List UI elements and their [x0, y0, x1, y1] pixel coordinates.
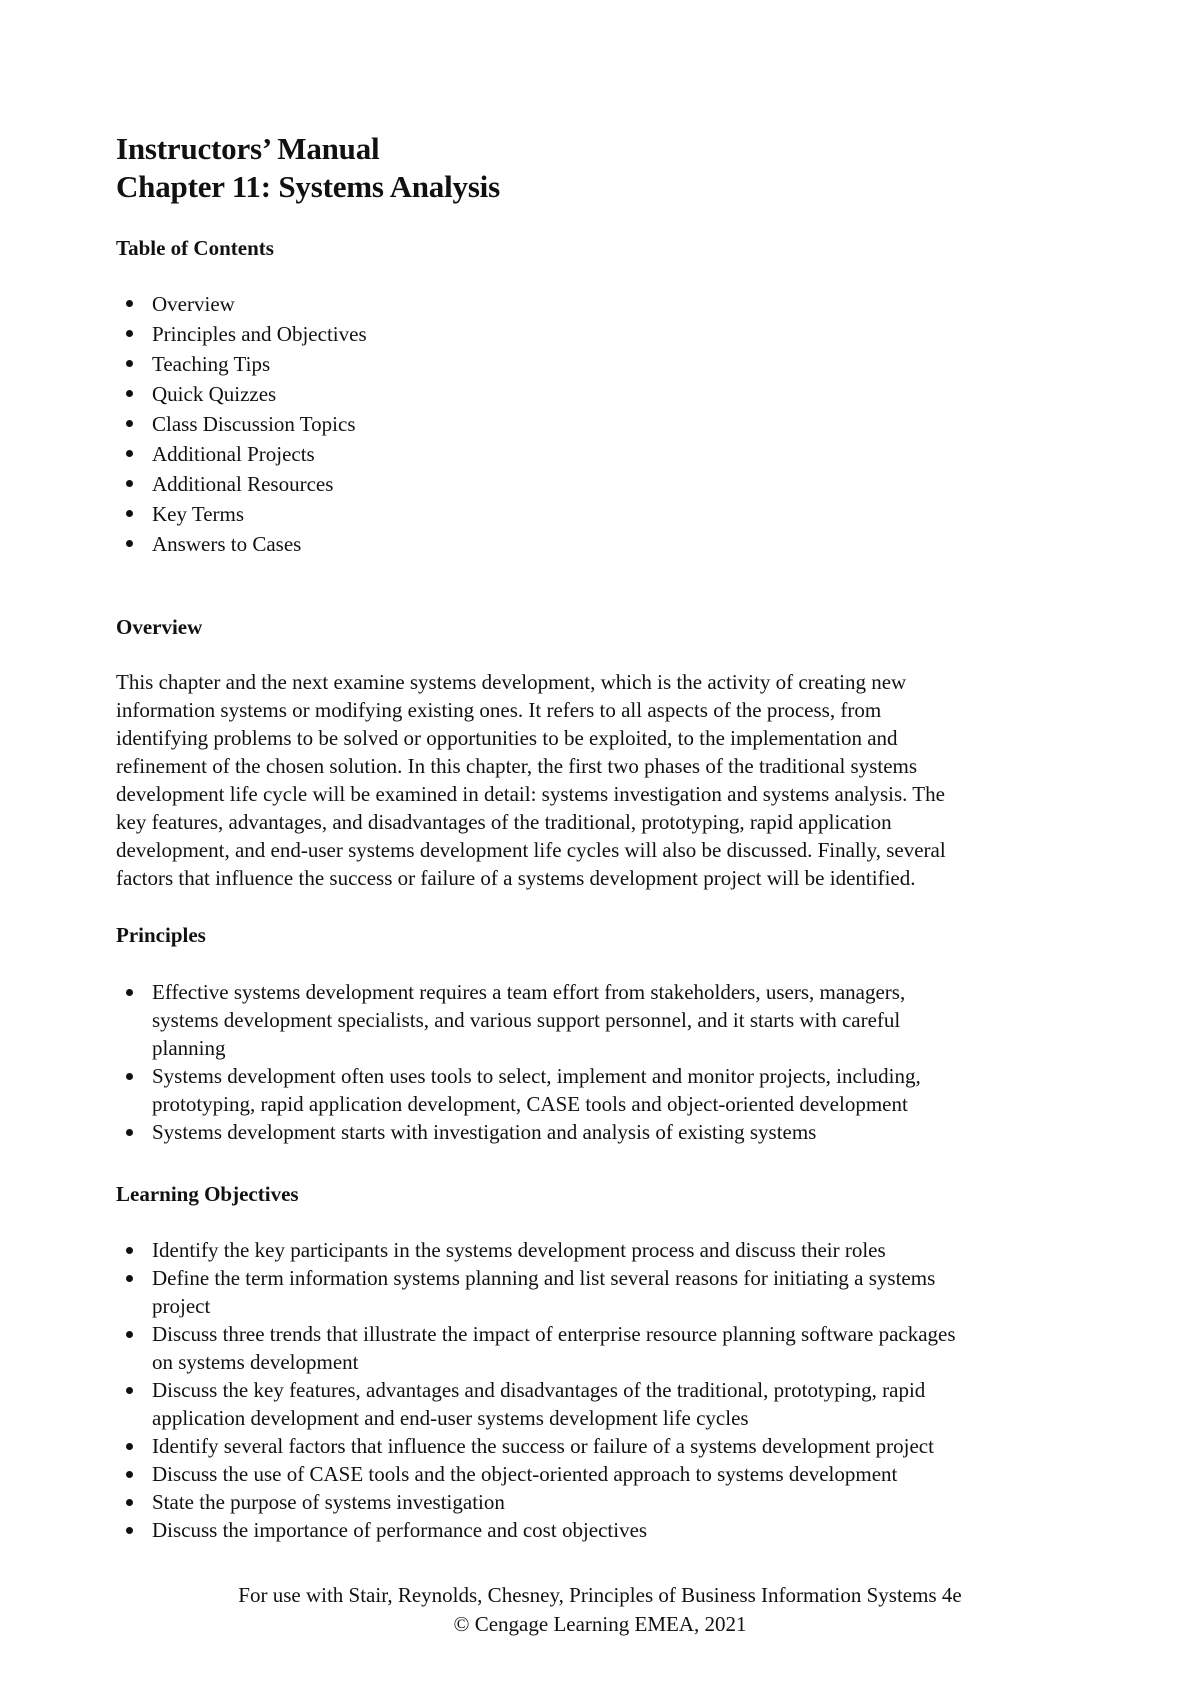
toc-item	[116, 379, 1096, 409]
toc-item-label: Quick Quizzes	[152, 382, 277, 406]
bullet-icon	[126, 510, 133, 517]
objective-item	[116, 1488, 1096, 1516]
objective-line: Discuss three trends that illustrate the impact of enterprise resource planning software packages	[152, 1322, 956, 1346]
objective-line: Identify the key participants in the systems development process and discuss their roles	[152, 1238, 886, 1262]
principle-item	[116, 978, 1096, 1062]
objectives-list	[116, 1236, 1096, 1544]
principle-line: Systems development starts with investigation and analysis of existing systems	[152, 1120, 817, 1144]
toc-heading: Table of Contents	[116, 236, 274, 260]
bullet-icon	[126, 480, 133, 487]
objective-line: Define the term information systems planning and list several reasons for initiating a systems	[152, 1266, 936, 1290]
overview-line: This chapter and the next examine systems development, which is the activity of creating new	[116, 670, 907, 694]
principle-item	[116, 1118, 1096, 1146]
bullet-icon	[126, 1073, 133, 1080]
bullet-icon	[126, 300, 133, 307]
bullet-icon	[126, 1527, 133, 1534]
chapter-title: Chapter 11: Systems Analysis	[116, 169, 500, 204]
overview-line: key features, advantages, and disadvantages of the traditional, prototyping, rapid application	[116, 810, 892, 834]
bullet-icon	[126, 420, 133, 427]
toc-item	[116, 349, 1096, 379]
page-title	[116, 130, 1096, 206]
principle-line: Effective systems development requires a team effort from stakeholders, users, managers,	[152, 980, 906, 1004]
bullet-icon	[126, 989, 133, 996]
bullet-icon	[126, 1129, 133, 1136]
objective-item	[116, 1376, 1096, 1432]
objective-item	[116, 1320, 1096, 1376]
objective-line: Discuss the importance of performance and cost objectives	[152, 1518, 648, 1542]
toc-item-label: Class Discussion Topics	[152, 412, 356, 436]
objective-line: State the purpose of systems investigation	[152, 1490, 505, 1514]
bullet-icon	[126, 1331, 133, 1338]
overview-line: information systems or modifying existing ones. It refers to all aspects of the process, from	[116, 698, 882, 722]
toc-item	[116, 529, 1096, 559]
objective-item	[116, 1460, 1096, 1488]
objective-item	[116, 1236, 1096, 1264]
toc-item-label: Additional Projects	[152, 442, 315, 466]
toc-item-label: Principles and Objectives	[152, 322, 367, 346]
bullet-icon	[126, 1499, 133, 1506]
principle-line: planning	[152, 1036, 226, 1060]
overview-line: factors that influence the success or failure of a systems development project will be identified.	[116, 866, 916, 890]
bullet-icon	[126, 450, 133, 457]
principle-line: Systems development often uses tools to select, implement and monitor projects, including,	[152, 1064, 921, 1088]
objective-item	[116, 1264, 1096, 1320]
toc-item-label: Answers to Cases	[152, 532, 302, 556]
toc-item	[116, 319, 1096, 349]
overview-line: refinement of the chosen solution. In this chapter, the first two phases of the traditional systems	[116, 754, 918, 778]
bullet-icon	[126, 330, 133, 337]
objective-line: project	[152, 1294, 211, 1318]
bullet-icon	[126, 1247, 133, 1254]
toc-item	[116, 469, 1096, 499]
bullet-icon	[126, 390, 133, 397]
bullet-icon	[126, 1443, 133, 1450]
toc-list	[116, 289, 1096, 559]
principle-line: systems development specialists, and various support personnel, and it starts with careful	[152, 1008, 901, 1032]
principle-item	[116, 1062, 1096, 1118]
footer-copyright: © Cengage Learning EMEA, 2021	[453, 1612, 747, 1636]
principles-list	[116, 978, 1096, 1146]
toc-item-label: Key Terms	[152, 502, 245, 526]
overview-line: development, and end-user systems development life cycles will also be discussed. Finally, several	[116, 838, 946, 862]
toc-item-label: Teaching Tips	[152, 352, 271, 376]
objective-line: application development and end-user systems development life cycles	[152, 1406, 749, 1430]
bullet-icon	[126, 1387, 133, 1394]
toc-item	[116, 439, 1096, 469]
principle-line: prototyping, rapid application development, CASE tools and object-oriented development	[152, 1092, 908, 1116]
overview-line: identifying problems to be solved or opportunities to be exploited, to the implementation and	[116, 726, 898, 750]
overview-line: development life cycle will be examined in detail: systems investigation and systems analysis. The	[116, 782, 945, 806]
overview-paragraph	[116, 668, 1084, 892]
bullet-icon	[126, 360, 133, 367]
bullet-icon	[126, 540, 133, 547]
objective-line: on systems development	[152, 1350, 359, 1374]
manual-title: Instructors’ Manual	[116, 131, 380, 166]
toc-item	[116, 409, 1096, 439]
toc-item-label: Additional Resources	[152, 472, 334, 496]
toc-item-label: Overview	[152, 292, 235, 316]
toc-item	[116, 289, 1096, 319]
page-footer	[0, 1581, 1200, 1639]
footer-citation: For use with Stair, Reynolds, Chesney, Principles of Business Information Systems 4e	[238, 1583, 962, 1607]
overview-heading: Overview	[116, 615, 203, 639]
objective-line: Discuss the use of CASE tools and the object-oriented approach to systems development	[152, 1462, 898, 1486]
objective-item	[116, 1432, 1096, 1460]
toc-item	[116, 499, 1096, 529]
objective-line: Discuss the key features, advantages and disadvantages of the traditional, prototyping, rapid	[152, 1378, 926, 1402]
bullet-icon	[126, 1471, 133, 1478]
principles-heading: Principles	[116, 923, 206, 947]
objective-line: Identify several factors that influence the success or failure of a systems development project	[152, 1434, 934, 1458]
objective-item	[116, 1516, 1096, 1544]
bullet-icon	[126, 1275, 133, 1282]
objectives-heading: Learning Objectives	[116, 1182, 299, 1206]
